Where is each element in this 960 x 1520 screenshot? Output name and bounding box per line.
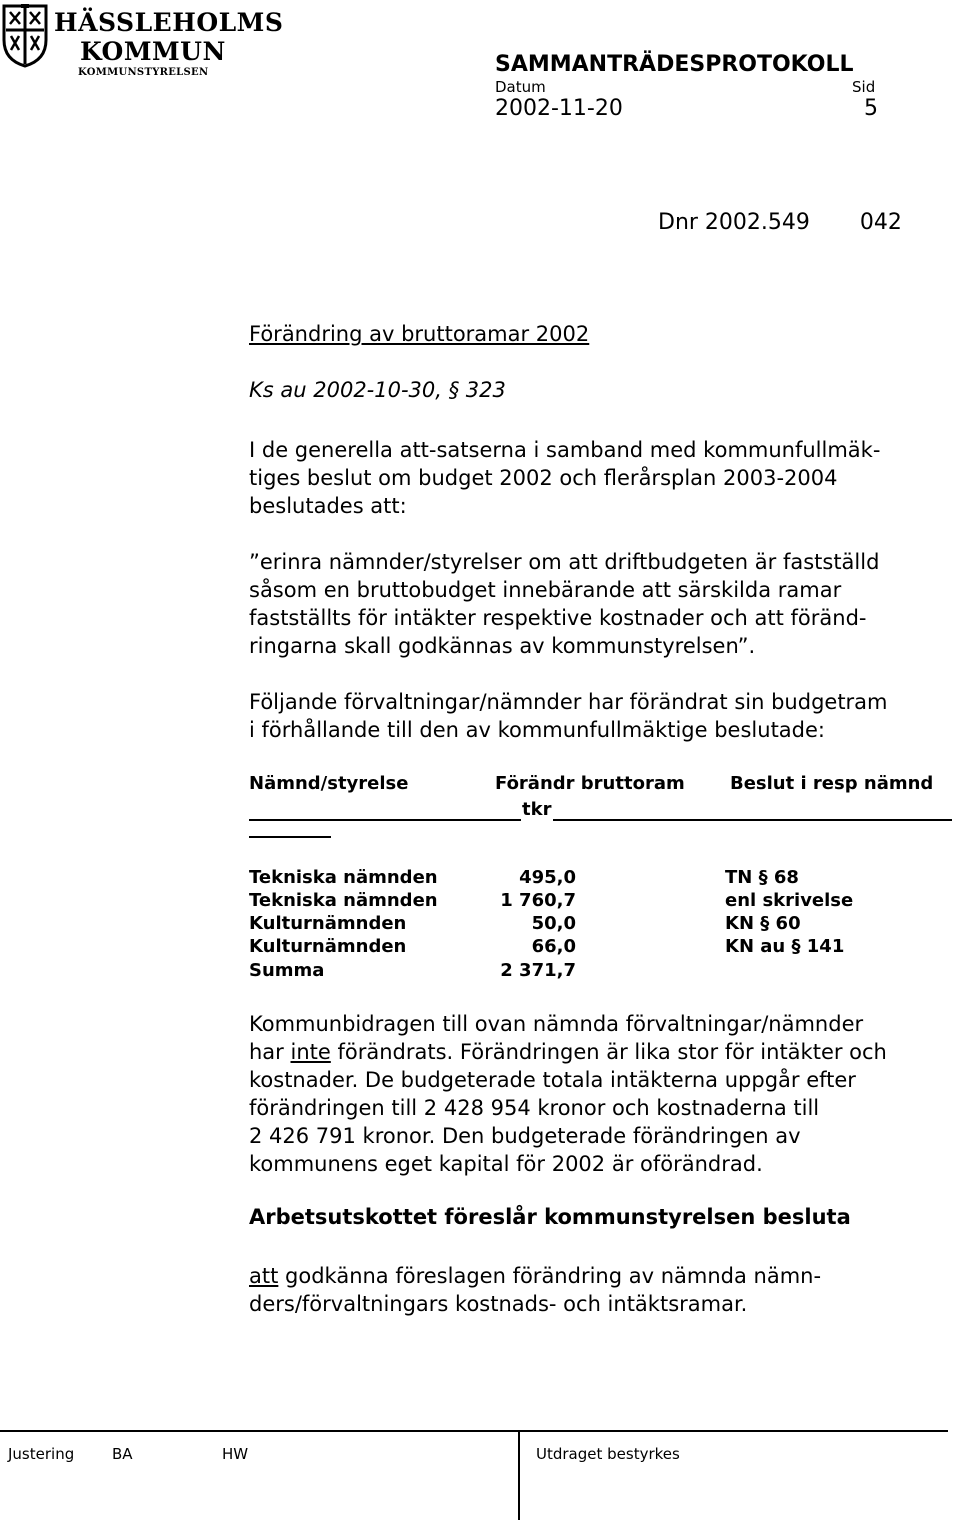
table-header-amount: Förändr bruttoram xyxy=(495,773,685,794)
table-cell-amount: 1 760,7 xyxy=(500,890,576,911)
paragraph-line: kostnader. De budgeterade totala intäkterna uppgår efter xyxy=(249,1068,856,1092)
coat-of-arms-icon xyxy=(2,4,48,68)
table-header-decision: Beslut i resp nämnd xyxy=(730,773,934,794)
table-cell-name: Tekniska nämnden xyxy=(249,867,438,888)
paragraph-line: Följande förvaltningar/nämnder har förändrat sin budgetram xyxy=(249,690,888,714)
result-paragraph xyxy=(249,1010,959,1178)
footer-certified-label: Utdraget bestyrkes xyxy=(536,1445,680,1463)
intro-line: I de generella att-satserna i samband med kommunfullmäk- xyxy=(249,438,881,462)
logo-line-3: KOMMUNSTYRELSEN xyxy=(78,67,209,78)
text-run: godkänna föreslagen förändring av nämnda nämn- xyxy=(278,1264,822,1288)
intro-line: beslutades att: xyxy=(249,494,407,518)
paragraph-line xyxy=(249,1262,959,1290)
quote-line: ”erinra nämnder/styrelser om att driftbudgeten är fastställd xyxy=(249,550,880,574)
paragraph-line: ders/förvaltningars kostnads- och intäktsramar. xyxy=(249,1292,748,1316)
intro-paragraph xyxy=(249,436,959,520)
table-header-rule xyxy=(249,819,521,821)
paragraph-line: 2 426 791 kronor. Den budgeterade förändringen av xyxy=(249,1124,801,1148)
paragraph-line xyxy=(249,1038,959,1066)
table-header-unit: tkr xyxy=(522,799,552,820)
footer-signature-1: BA xyxy=(112,1445,133,1463)
diary-number-prefix: Dnr 2002.549 xyxy=(658,210,810,235)
quote-line: fastställts för intäkter respektive kostnader och att föränd- xyxy=(249,606,867,630)
logo-line-2: KOMMUN xyxy=(80,37,226,66)
table-cell-name: Summa xyxy=(249,960,325,981)
diary-number xyxy=(658,210,902,235)
paragraph-line: förändringen till 2 428 954 kronor och kostnaderna till xyxy=(249,1096,820,1120)
footer-justering-label: Justering xyxy=(8,1445,75,1463)
quote-line: ringarna skall godkännas av kommunstyrelsen”. xyxy=(249,634,756,658)
footer-rule xyxy=(0,1430,948,1432)
table-cell-decision: KN au § 141 xyxy=(725,936,845,957)
text-run: har xyxy=(249,1040,291,1064)
table-cell-decision: KN § 60 xyxy=(725,913,801,934)
table-header-name: Nämnd/styrelse xyxy=(249,773,409,794)
table-cell-decision: enl skrivelse xyxy=(725,890,854,911)
table-cell-amount: 66,0 xyxy=(531,936,576,957)
proposal-paragraph xyxy=(249,1262,959,1318)
table-cell-name: Kulturnämnden xyxy=(249,936,407,957)
reference-line: Ks au 2002-10-30, § 323 xyxy=(249,378,506,402)
municipality-logo xyxy=(2,4,284,82)
logo-line-1: HÄSSLEHOLMS xyxy=(54,8,284,37)
table-header-rule xyxy=(249,836,331,838)
proposal-heading: Arbetsutskottet föreslår kommunstyrelsen besluta xyxy=(249,1205,851,1229)
paragraph-line: i förhållande till den av kommunfullmäktige beslutade: xyxy=(249,718,825,742)
emphasis-underline: inte xyxy=(290,1040,331,1064)
quote-line: såsom en bruttobudget innebärande att särskilda ramar xyxy=(249,578,842,602)
page-number: 5 xyxy=(864,96,878,121)
table-cell-amount: 495,0 xyxy=(519,867,576,888)
date-value: 2002-11-20 xyxy=(495,96,623,121)
paragraph-line: kommunens eget kapital för 2002 är oförändrad. xyxy=(249,1152,763,1176)
section-heading: Förändring av bruttoramar 2002 xyxy=(249,322,590,346)
intro-line: tiges beslut om budget 2002 och flerårsplan 2003-2004 xyxy=(249,466,838,490)
table-cell-amount: 2 371,7 xyxy=(500,960,576,981)
page-label: Sid xyxy=(852,78,876,96)
changes-intro-paragraph xyxy=(249,688,959,744)
text-run: förändrats. Förändringen är lika stor för intäkter och xyxy=(330,1040,887,1064)
table-cell-name: Tekniska nämnden xyxy=(249,890,438,911)
footer-divider xyxy=(518,1430,520,1520)
document-type-title: SAMMANTRÄDESPROTOKOLL xyxy=(495,52,854,77)
date-label: Datum xyxy=(495,78,546,96)
quote-paragraph xyxy=(249,548,959,660)
table-header-rule xyxy=(553,819,952,821)
footer-signature-2: HW xyxy=(222,1445,249,1463)
table-cell-name: Kulturnämnden xyxy=(249,913,407,934)
diary-code: 042 xyxy=(859,210,902,235)
att-keyword: att xyxy=(249,1264,279,1288)
table-cell-amount: 50,0 xyxy=(531,913,576,934)
paragraph-line: Kommunbidragen till ovan nämnda förvaltningar/nämnder xyxy=(249,1012,864,1036)
table-cell-decision: TN § 68 xyxy=(725,867,799,888)
